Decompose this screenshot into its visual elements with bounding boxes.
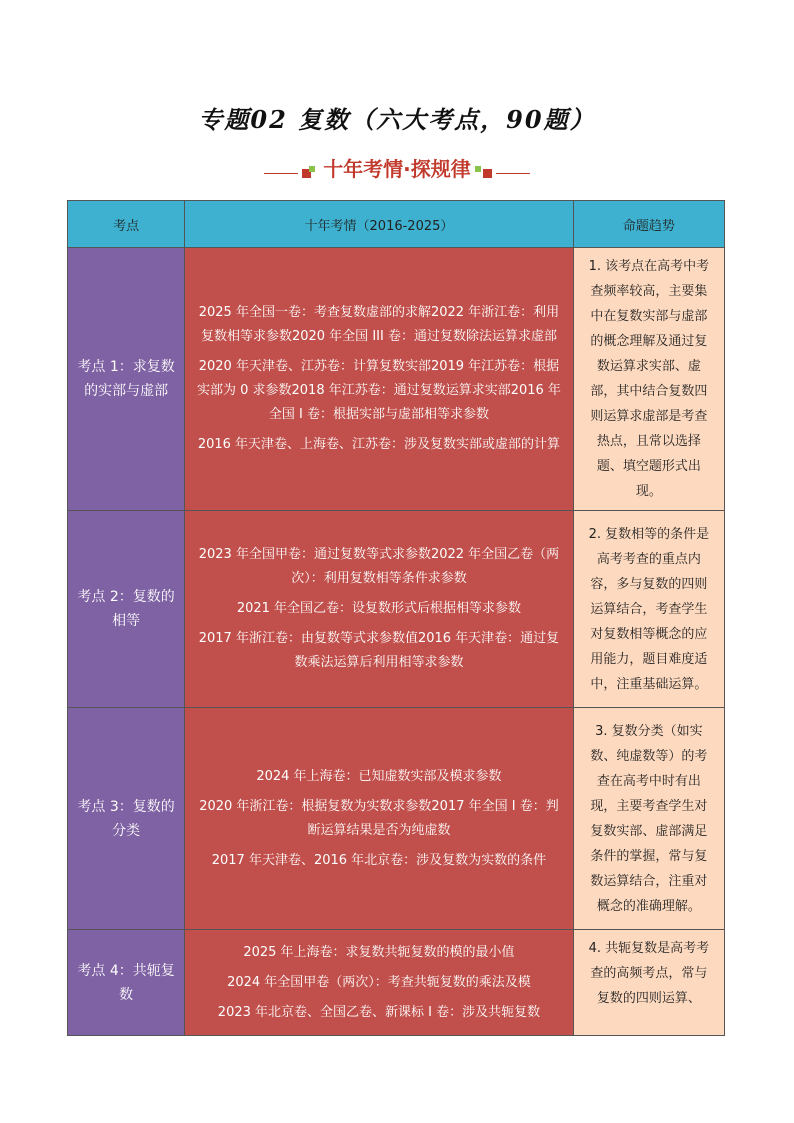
table-row <box>68 930 725 1036</box>
history-entry: 2017 年天津卷、2016 年北京卷：涉及复数为实数的条件 <box>211 852 547 868</box>
topic-cell: 考点 4：共轭复数 <box>68 930 185 1036</box>
history-entry: 2023 年北京卷、全国乙卷、新课标 I 卷：涉及共轭复数 <box>217 1004 541 1020</box>
history-entry: 2025 年全国一卷：考查复数虚部的求解2022 年浙江卷：利用复数相等求参数2020 年全国 III 卷：通过复数除法运算求虚部 <box>198 305 560 344</box>
exam-analysis-table <box>67 200 725 1036</box>
history-cell <box>185 930 574 1036</box>
history-entry: 2024 年全国甲卷（两次）：考查共轭复数的乘法及模 <box>227 974 531 990</box>
table-row <box>68 708 725 930</box>
table-row <box>68 511 725 708</box>
history-entry: 2016 年天津卷、上海卷、江苏卷：涉及复数实部或虚部的计算 <box>197 437 561 452</box>
trend-cell: 4. 共轭复数是高考考查的高频考点，常与复数的四则运算、 <box>573 930 724 1036</box>
history-entry: 2023 年全国甲卷：通过复数等式求参数2022 年全国乙卷（两次）：利用复数相等条件求参数 <box>198 547 560 586</box>
topic-cell: 考点 3：复数的分类 <box>68 708 185 930</box>
decor-dot-right <box>475 166 481 172</box>
topic-cell: 考点 2：复数的相等 <box>68 511 185 708</box>
header-trend: 命题趋势 <box>573 201 724 248</box>
section-heading <box>0 152 794 182</box>
trend-cell: 2. 复数相等的条件是高考考查的重点内容，多与复数的四则运算结合，考查学生对复数相等概念的应用能力，题目难度适中，注重基础运算。 <box>573 511 724 708</box>
header-topic: 考点 <box>68 201 185 248</box>
trend-cell: 1. 该考点在高考中考查频率较高，主要集中在复数实部与虚部的概念理解及通过复数运算求实部、虚部，其中结合复数四则运算求虚部是考查热点，且常以选择题、填空题形式出现。 <box>573 248 724 511</box>
trend-cell: 3. 复数分类（如实数、纯虚数等）的考查在高考中时有出现，主要考查学生对复数实部、虚部满足条件的掌握，常与复数运算结合，注重对概念的准确理解。 <box>573 708 724 930</box>
history-entry: 2021 年全国乙卷：设复数形式后根据相等求参数 <box>236 601 522 616</box>
decor-square-right <box>483 169 492 178</box>
topic-cell: 考点 1：求复数的实部与虚部 <box>68 248 185 511</box>
table-header-row <box>68 201 725 248</box>
history-cell <box>185 248 574 511</box>
header-history: 十年考情（2016-2025） <box>185 201 574 248</box>
history-entry: 2024 年上海卷：已知虚数实部及模求参数 <box>256 768 502 784</box>
table-row <box>68 248 725 511</box>
section-subtitle: 十年考情·探规律 <box>323 156 471 181</box>
history-cell <box>185 511 574 708</box>
history-entry: 2020 年浙江卷：根据复数为实数求参数2017 年全国 I 卷：判断运算结果是否为纯虚数 <box>199 798 559 838</box>
decor-dot-left <box>309 166 315 172</box>
history-entry: 2017 年浙江卷：由复数等式求参数值2016 年天津卷：通过复数乘法运算后利用相等求参数 <box>198 631 560 670</box>
page-title: 专题02 复数（六大考点，90题） <box>198 105 596 134</box>
history-entry: 2025 年上海卷：求复数共轭复数的模的最小值 <box>243 944 515 960</box>
decor-line-right <box>496 173 530 174</box>
history-entry: 2020 年天津卷、江苏卷：计算复数实部2019 年江苏卷：根据实部为 0 求参数2018 年江苏卷：通过复数运算求实部2016 年全国 I 卷：根据实部与虚部相等求参数 <box>196 359 561 422</box>
decor-line-left <box>264 173 298 174</box>
history-cell <box>185 708 574 930</box>
